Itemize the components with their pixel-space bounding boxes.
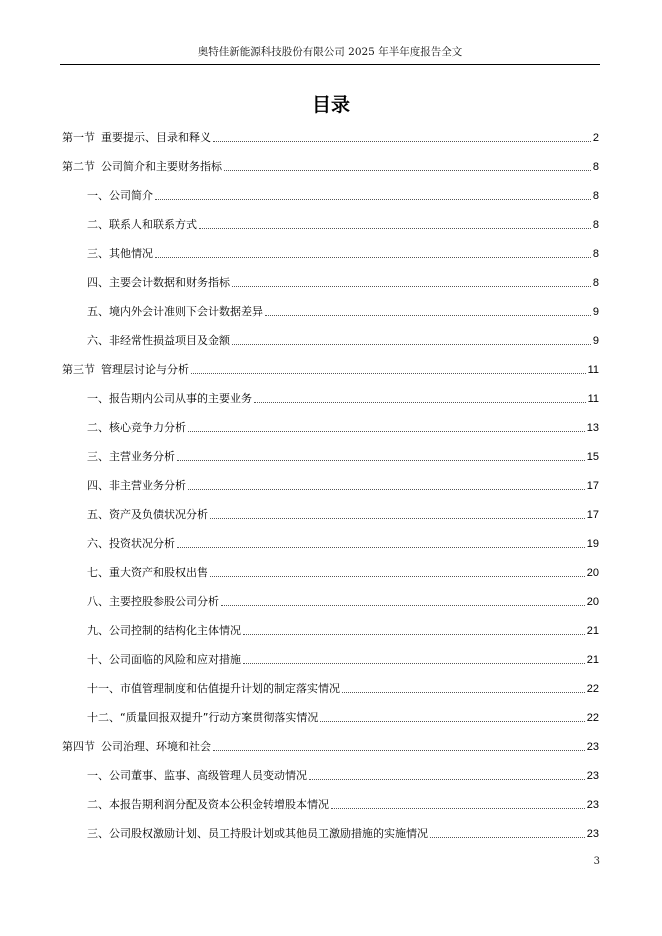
toc-entry-text: 三、公司股权激励计划、员工持股计划或其他员工激励措施的实施情况	[87, 827, 428, 840]
toc-page-number: 11	[587, 393, 599, 405]
toc-entry-label	[87, 305, 263, 319]
toc-entry-label	[87, 537, 175, 551]
toc-entry-text: 五、境内外会计准则下会计数据差异	[87, 305, 263, 318]
toc-page-number: 23	[586, 828, 599, 840]
dot-leader	[210, 517, 585, 519]
toc-entry-text: 一、公司简介	[87, 189, 153, 202]
dot-leader	[243, 633, 585, 635]
toc-entry-text: 十、公司面临的风险和应对措施	[87, 653, 241, 666]
toc-page-number: 20	[586, 567, 599, 579]
toc-entry-text: 二、核心竞争力分析	[87, 421, 186, 434]
toc-entry[interactable]	[62, 754, 599, 783]
toc-entry-label	[87, 334, 230, 348]
toc-page-number: 22	[586, 712, 599, 724]
toc-page-number: 8	[592, 248, 599, 260]
toc-entry-text: 一、报告期内公司从事的主要业务	[87, 392, 252, 405]
toc-entry-label	[87, 479, 186, 493]
toc-entry-label	[87, 450, 175, 464]
toc-entry-label	[87, 798, 329, 812]
toc-page-number: 20	[586, 596, 599, 608]
dot-leader	[342, 691, 585, 693]
toc-entry-text: 九、公司控制的结构化主体情况	[87, 624, 241, 637]
toc-entry-label	[87, 421, 186, 435]
toc-entry[interactable]	[62, 551, 599, 580]
toc-page-number: 8	[592, 161, 599, 173]
table-of-contents	[62, 116, 599, 841]
toc-entry-label	[87, 653, 241, 667]
toc-section-number: 第三节	[62, 363, 95, 376]
toc-entry[interactable]	[62, 232, 599, 261]
toc-entry[interactable]	[62, 638, 599, 667]
toc-entry[interactable]	[62, 261, 599, 290]
dot-leader	[177, 459, 585, 461]
toc-section-number: 第二节	[62, 160, 95, 173]
toc-page-number: 8	[592, 190, 599, 202]
toc-entry-label	[87, 682, 340, 696]
dot-leader	[221, 604, 585, 606]
toc-entry-label	[87, 566, 208, 580]
toc-entry[interactable]	[62, 696, 599, 725]
dot-leader	[210, 575, 585, 577]
page-number: 3	[593, 856, 600, 867]
toc-entry-label	[87, 218, 197, 232]
toc-entry-label	[62, 131, 211, 145]
toc-section-number: 第一节	[62, 131, 95, 144]
toc-entry[interactable]	[62, 348, 599, 377]
toc-page-number: 23	[586, 770, 599, 782]
toc-entry-text: 重要提示、目录和释义	[101, 131, 211, 144]
toc-entry[interactable]	[62, 174, 599, 203]
toc-page-number: 17	[586, 509, 599, 521]
dot-leader	[155, 256, 591, 258]
toc-entry[interactable]	[62, 783, 599, 812]
toc-entry-text: 一、公司董事、监事、高级管理人员变动情况	[87, 769, 307, 782]
toc-entry[interactable]	[62, 812, 599, 841]
dot-leader	[243, 662, 585, 664]
toc-entry-text: 十二、“质量回报双提升”行动方案贯彻落实情况	[87, 711, 319, 724]
dot-leader	[224, 169, 591, 171]
toc-entry[interactable]	[62, 667, 599, 696]
dot-leader	[430, 836, 585, 838]
toc-entry-text: 公司治理、环境和社会	[101, 740, 211, 753]
toc-entry-label	[87, 624, 241, 638]
toc-page-number: 19	[586, 538, 599, 550]
toc-section-number: 第四节	[62, 740, 95, 753]
dot-leader	[155, 198, 591, 200]
toc-entry-text: 六、投资状况分析	[87, 537, 175, 550]
dot-leader	[213, 749, 585, 751]
toc-entry[interactable]	[62, 493, 599, 522]
toc-entry[interactable]	[62, 377, 599, 406]
toc-entry-text: 十一、市值管理制度和估值提升计划的制定落实情况	[87, 682, 340, 695]
toc-entry[interactable]	[62, 203, 599, 232]
dot-leader	[331, 807, 585, 809]
toc-entry[interactable]	[62, 406, 599, 435]
dot-leader	[265, 314, 591, 316]
toc-entry-text: 公司简介和主要财务指标	[101, 160, 222, 173]
dot-leader	[232, 285, 591, 287]
toc-page-number: 9	[592, 306, 599, 318]
toc-page-number: 21	[586, 654, 599, 666]
toc-page-number: 8	[592, 219, 599, 231]
toc-entry-label	[87, 392, 252, 406]
toc-entry-text: 二、本报告期利润分配及资本公积金转增股本情况	[87, 798, 329, 811]
toc-entry-text: 五、资产及负债状况分析	[87, 508, 208, 521]
dot-leader	[191, 372, 586, 374]
toc-page-number: 21	[586, 625, 599, 637]
toc-entry-text: 七、重大资产和股权出售	[87, 566, 208, 579]
dot-leader	[254, 401, 586, 403]
toc-entry-label	[87, 595, 219, 609]
toc-page-number: 8	[592, 277, 599, 289]
dot-leader	[188, 488, 585, 490]
toc-entry-text: 六、非经常性损益项目及金额	[87, 334, 230, 347]
toc-page-number: 2	[592, 132, 599, 144]
toc-entry-label	[62, 740, 211, 754]
toc-entry-label	[62, 363, 189, 377]
dot-leader	[188, 430, 585, 432]
toc-entry-label	[87, 276, 230, 290]
toc-entry-text: 二、联系人和联系方式	[87, 218, 197, 231]
toc-entry[interactable]	[62, 290, 599, 319]
toc-entry[interactable]	[62, 522, 599, 551]
toc-entry[interactable]	[62, 145, 599, 174]
toc-page-number: 17	[586, 480, 599, 492]
dot-leader	[320, 720, 584, 722]
toc-entry-label	[62, 160, 222, 174]
running-header: 奥特佳新能源科技股份有限公司 2025 年半年度报告全文	[60, 44, 600, 65]
toc-entry[interactable]	[62, 319, 599, 348]
toc-entry-text: 管理层讨论与分析	[101, 363, 189, 376]
toc-entry-label	[87, 769, 307, 783]
toc-page-number: 13	[586, 422, 599, 434]
toc-entry-text: 八、主要控股参股公司分析	[87, 595, 219, 608]
toc-entry-text: 三、其他情况	[87, 247, 153, 260]
toc-entry-label	[87, 189, 153, 203]
toc-page-number: 11	[587, 364, 599, 376]
dot-leader	[177, 546, 585, 548]
toc-page-number: 9	[592, 335, 599, 347]
toc-entry-text: 四、主要会计数据和财务指标	[87, 276, 230, 289]
dot-leader	[309, 778, 585, 780]
toc-entry[interactable]	[62, 725, 599, 754]
dot-leader	[199, 227, 591, 229]
toc-page-number: 23	[586, 799, 599, 811]
toc-entry-text: 四、非主营业务分析	[87, 479, 186, 492]
dot-leader	[213, 140, 591, 142]
toc-entry-label	[87, 827, 428, 841]
toc-entry-label	[87, 508, 208, 522]
toc-entry[interactable]	[62, 580, 599, 609]
toc-entry-label	[87, 247, 153, 261]
toc-page-number: 23	[586, 741, 599, 753]
toc-entry[interactable]	[62, 464, 599, 493]
dot-leader	[232, 343, 591, 345]
toc-page-number: 22	[586, 683, 599, 695]
toc-entry[interactable]	[62, 435, 599, 464]
page-title: 目录	[311, 94, 350, 116]
toc-entry-text: 三、主营业务分析	[87, 450, 175, 463]
toc-entry-label	[87, 711, 318, 725]
toc-entry[interactable]	[62, 609, 599, 638]
toc-page-number: 15	[586, 451, 599, 463]
toc-entry[interactable]	[62, 116, 599, 145]
